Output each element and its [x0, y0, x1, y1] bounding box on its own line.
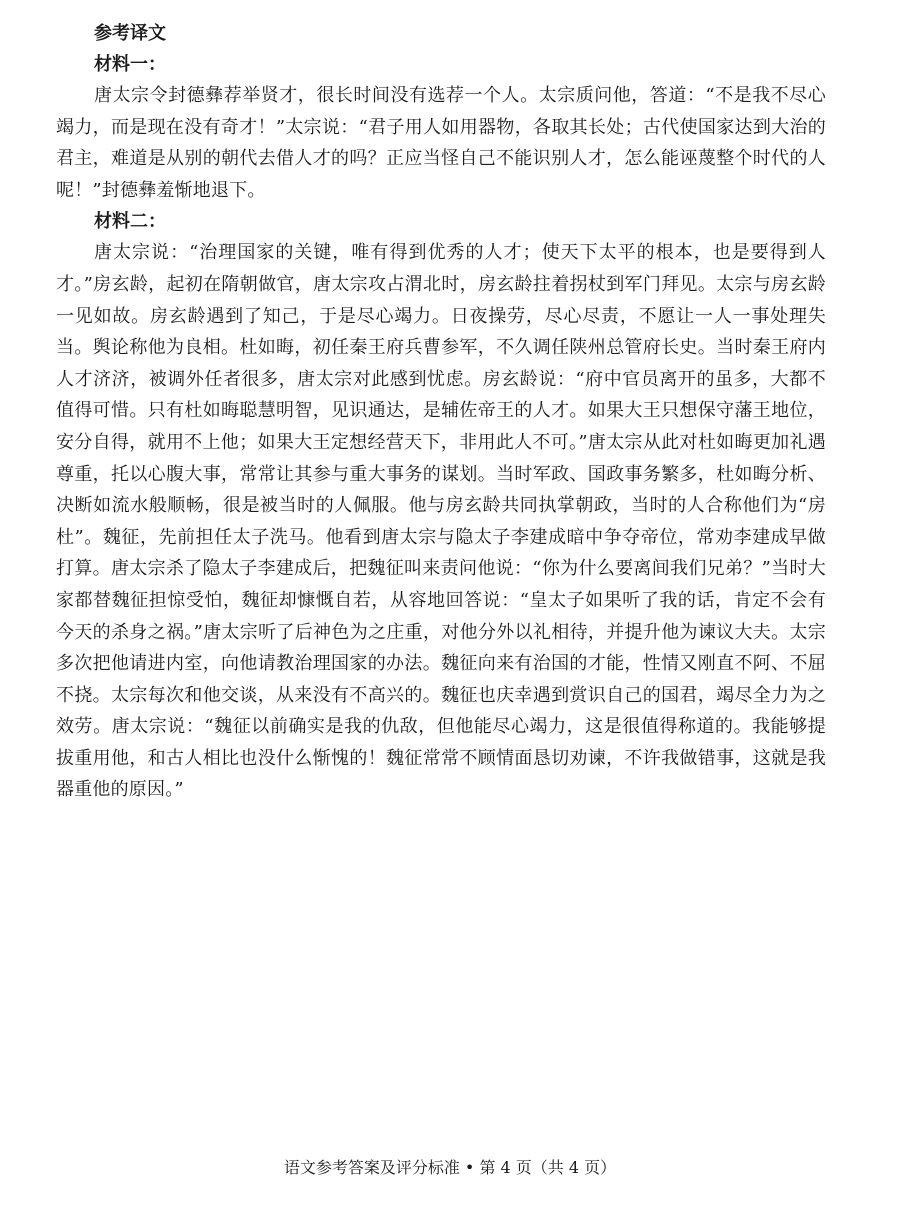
section-paragraph-material-1: 唐太宗令封德彝荐举贤才，很长时间没有选荐一个人。太宗质问他，答道：“不是我不尽心竭力，而是现在没有奇才！”太宗说：“君子用人如用器物，各取其长处；古代使国家达到大治的君主，难道是从别的朝代去借人才的吗？正应当怪自己不能识别人才，怎么能诬蔑整个时代的人呢！”封德彝羞惭地退下。: [56, 85, 826, 201]
page-footer: 语文参考答案及评分标准 • 第 4 页（共 4 页）: [283, 1158, 617, 1177]
document-title: 参考译文: [94, 23, 166, 44]
document-page: [56, 18, 826, 806]
section-heading-material-2: 材料二：: [94, 211, 166, 233]
section-heading-material-1: 材料一：: [94, 54, 166, 75]
section-paragraph-material-2: 唐太宗说：“治理国家的关键，唯有得到优秀的人才；使天下太平的根本，也是要得到人才。”房玄龄，起初在隋朝做官，唐太宗攻占渭北时，房玄龄拄着拐杖到军门拜见。太宗与房玄龄一见如故。房玄龄遇到了知己，于是尽心竭力。日夜操劳，尽心尽责，不愿让一人一事处理失当。舆论称他为良相。杜如晦，初任秦王府兵曹参军，不久调任陕州总管府长史。当时秦王府内人才济济，被调外任者很多，唐太宗对此感到忧虑。房玄龄说：“府中官员离开的虽多，大都不值得可惜。只有杜如晦聪慧明智，见识通达，是辅佐帝王的人才。如果大王只想保守藩王地位，安分自得，就用不上他；如果大王定想经营天下，非用此人不可。”唐太宗从此对杜如晦更加礼遇尊重，托以心腹大事，常常让其参与重大事务的谋划。当时军政、国政事务繁多，杜如晦分析、决断如流水般顺畅，很是被当时的人佩服。他与房玄龄共同执掌朝政，当时的人合称他们为“房杜”。魏征，先前担任太子洗马。他看到唐太宗与隐太子李建成暗中争夺帝位，常劝李建成早做打算。唐太宗杀了隐太子李建成后，把魏征叫来责问他说：“你为什么要离间我们兄弟？”当时大家都替魏征担惊受怕，魏征却慷慨自若，从容地回答说：“皇太子如果听了我的话，肯定不会有今天的杀身之祸。”唐太宗听了后神色为之庄重，对他分外以礼相待，并提升他为谏议大夫。太宗多次把他请进内室，向他请教治理国家的办法。魏征向来有治国的才能，性情又刚直不阿、不屈不挠。太宗每次和他交谈，从来没有不高兴的。魏征也庆幸遇到赏识自己的国君，竭尽全力为之效劳。唐太宗说：“魏征以前确实是我的仇敌，但他能尽心竭力，这是很值得称道的。我能够提拔重用他，和古人相比也没什么惭愧的！魏征常常不顾情面恳切劝谏，不许我做错事，这就是我器重他的原因。”: [56, 242, 826, 801]
